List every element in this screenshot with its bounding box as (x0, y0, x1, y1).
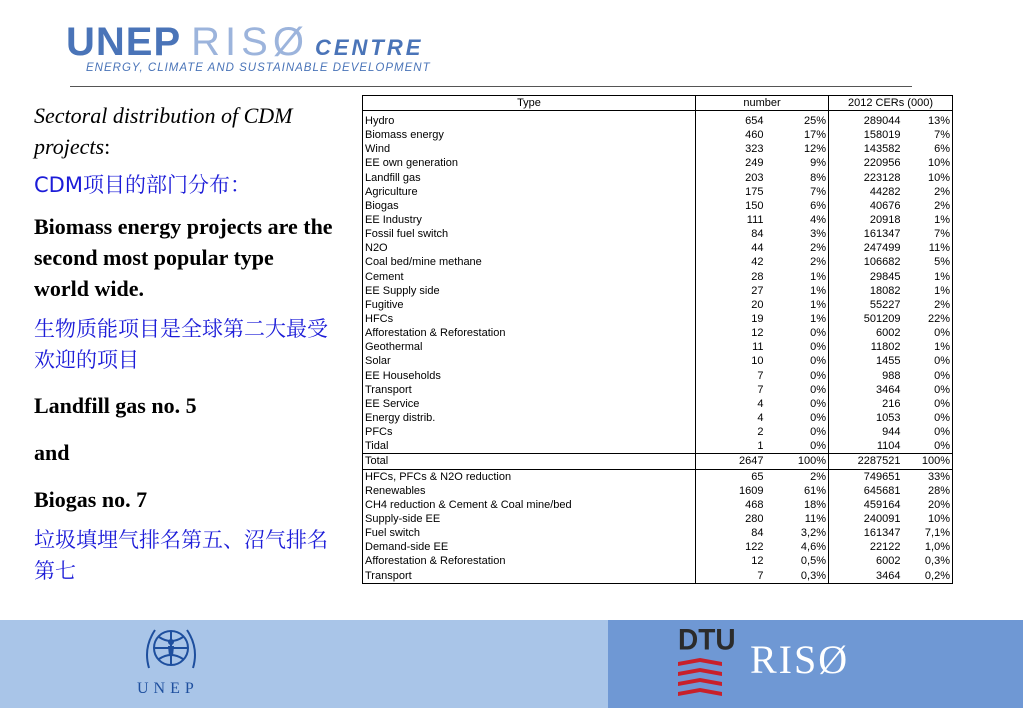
row-type: Fuel switch (363, 526, 696, 540)
row-number-pct: 25% (766, 111, 829, 129)
row-type: Wind (363, 142, 696, 156)
row-cers: 223128 (829, 171, 903, 185)
table-row (363, 554, 953, 568)
footer-unep-band (0, 620, 608, 708)
row-cers: 247499 (829, 241, 903, 255)
row-number: 19 (696, 312, 766, 326)
row-cers-pct: 1% (903, 284, 953, 298)
header-divider (70, 86, 912, 87)
row-number: 4 (696, 411, 766, 425)
row-cers: 29845 (829, 270, 903, 284)
row-type: Biogas (363, 199, 696, 213)
row-number: 249 (696, 156, 766, 170)
row-number: 1 (696, 439, 766, 454)
row-type: EE own generation (363, 156, 696, 170)
table-row (363, 425, 953, 439)
total-number: 2647 (696, 454, 766, 469)
table-row (363, 270, 953, 284)
logo-centre: CENTRE (314, 35, 424, 60)
row-number-pct: 1% (766, 284, 829, 298)
row-cers-pct: 0% (903, 425, 953, 439)
row-cers: 20918 (829, 213, 903, 227)
landfill-statement: Landfill gas no. 5 (34, 393, 197, 418)
table-row (363, 569, 953, 584)
row-cers: 11802 (829, 340, 903, 354)
table-row (363, 312, 953, 326)
header-cers: 2012 CERs (000) (829, 96, 953, 111)
row-cers: 18082 (829, 284, 903, 298)
table-row (363, 284, 953, 298)
table-row (363, 512, 953, 526)
table-row (363, 526, 953, 540)
row-type: Transport (363, 569, 696, 584)
unep-riso-centre-logo (66, 20, 486, 80)
row-number-pct: 0% (766, 383, 829, 397)
row-cers-pct: 1% (903, 213, 953, 227)
row-number-pct: 0% (766, 326, 829, 340)
row-cers-pct: 11% (903, 241, 953, 255)
row-type: EE Supply side (363, 284, 696, 298)
total-number-pct: 100% (766, 454, 829, 469)
row-cers: 1104 (829, 439, 903, 454)
row-number: 44 (696, 241, 766, 255)
row-type: Fossil fuel switch (363, 227, 696, 241)
table-row (363, 540, 953, 554)
row-type: EE Service (363, 397, 696, 411)
table-row (363, 469, 953, 484)
row-cers: 289044 (829, 111, 903, 129)
table-row (363, 111, 953, 129)
row-cers: 749651 (829, 469, 903, 484)
header-number: number (696, 96, 829, 111)
row-cers: 106682 (829, 255, 903, 269)
biomass-statement-chinese: 生物质能项目是全球第二大最受欢迎的项目 (34, 317, 328, 372)
table-row (363, 484, 953, 498)
logo-tagline: ENERGY, CLIMATE AND SUSTAINABLE DEVELOPMENT (86, 62, 431, 74)
row-number: 84 (696, 227, 766, 241)
and-text: and (34, 440, 70, 465)
row-number-pct: 0,3% (766, 569, 829, 584)
row-type: Afforestation & Reforestation (363, 326, 696, 340)
row-cers: 6002 (829, 326, 903, 340)
row-number-pct: 0% (766, 425, 829, 439)
row-type: CH4 reduction & Cement & Coal mine/bed (363, 498, 696, 512)
row-number-pct: 0% (766, 369, 829, 383)
sector-rows (363, 111, 953, 454)
table-row (363, 171, 953, 185)
row-type: Transport (363, 383, 696, 397)
row-cers: 240091 (829, 512, 903, 526)
row-number-pct: 0% (766, 397, 829, 411)
table-row (363, 255, 953, 269)
total-row-group (363, 454, 953, 469)
row-number: 11 (696, 340, 766, 354)
row-number-pct: 0% (766, 439, 829, 454)
row-cers-pct: 0% (903, 369, 953, 383)
table-row (363, 411, 953, 425)
row-number: 7 (696, 369, 766, 383)
row-number: 111 (696, 213, 766, 227)
table-row (363, 156, 953, 170)
table-row (363, 498, 953, 512)
row-cers-pct: 2% (903, 298, 953, 312)
total-row (363, 454, 953, 469)
row-number: 27 (696, 284, 766, 298)
row-type: Landfill gas (363, 171, 696, 185)
row-number-pct: 3,2% (766, 526, 829, 540)
table-row (363, 354, 953, 368)
row-cers-pct: 0% (903, 326, 953, 340)
row-type: Energy distrib. (363, 411, 696, 425)
row-cers-pct: 0,2% (903, 569, 953, 584)
biomass-statement: Biomass energy projects are the second most popular type world wide. (34, 214, 333, 301)
row-number: 7 (696, 569, 766, 584)
row-type: PFCs (363, 425, 696, 439)
row-type: Cement (363, 270, 696, 284)
table-row (363, 142, 953, 156)
row-cers-pct: 10% (903, 156, 953, 170)
row-number-pct: 3% (766, 227, 829, 241)
logo-riso: RISØ (191, 20, 309, 64)
row-cers: 3464 (829, 383, 903, 397)
row-number-pct: 12% (766, 142, 829, 156)
row-number-pct: 61% (766, 484, 829, 498)
left-text-column (34, 100, 334, 587)
row-number-pct: 8% (766, 171, 829, 185)
row-type: Renewables (363, 484, 696, 498)
row-number-pct: 4% (766, 213, 829, 227)
row-cers: 1053 (829, 411, 903, 425)
row-number-pct: 17% (766, 128, 829, 142)
row-cers: 44282 (829, 185, 903, 199)
slide-title (34, 100, 334, 162)
row-number: 654 (696, 111, 766, 129)
row-cers-pct: 0% (903, 411, 953, 425)
row-number-pct: 1% (766, 270, 829, 284)
row-number-pct: 0% (766, 411, 829, 425)
row-number: 4 (696, 397, 766, 411)
slide-title-text: Sectoral distribution of CDM projects (34, 103, 293, 159)
row-type: Solar (363, 354, 696, 368)
row-cers-pct: 10% (903, 512, 953, 526)
row-number: 20 (696, 298, 766, 312)
row-cers: 988 (829, 369, 903, 383)
row-type: Tidal (363, 439, 696, 454)
row-type: Geothermal (363, 340, 696, 354)
logo-unep: UNEP (66, 20, 182, 64)
slide-title-chinese: CDM项目的部门分布： (34, 173, 251, 197)
row-number: 203 (696, 171, 766, 185)
header-type: Type (363, 96, 696, 111)
row-cers-pct: 7% (903, 227, 953, 241)
row-type: Hydro (363, 111, 696, 129)
group-rows (363, 469, 953, 583)
table-row (363, 340, 953, 354)
row-cers-pct: 2% (903, 199, 953, 213)
table-row (363, 383, 953, 397)
row-cers-pct: 10% (903, 171, 953, 185)
row-cers-pct: 20% (903, 498, 953, 512)
table-row (363, 128, 953, 142)
row-cers-pct: 28% (903, 484, 953, 498)
row-number: 2 (696, 425, 766, 439)
row-number: 122 (696, 540, 766, 554)
row-cers-pct: 33% (903, 469, 953, 484)
row-cers-pct: 0% (903, 354, 953, 368)
row-number-pct: 2% (766, 241, 829, 255)
row-type: Coal bed/mine methane (363, 255, 696, 269)
row-type: EE Industry (363, 213, 696, 227)
row-cers-pct: 13% (903, 111, 953, 129)
row-type: Fugitive (363, 298, 696, 312)
row-number-pct: 11% (766, 512, 829, 526)
row-cers: 3464 (829, 569, 903, 584)
table-row (363, 227, 953, 241)
row-number-pct: 0,5% (766, 554, 829, 568)
row-number: 65 (696, 469, 766, 484)
row-cers: 40676 (829, 199, 903, 213)
table-row (363, 369, 953, 383)
row-cers-pct: 6% (903, 142, 953, 156)
row-number: 468 (696, 498, 766, 512)
row-number-pct: 7% (766, 185, 829, 199)
table-row (363, 439, 953, 454)
row-number: 42 (696, 255, 766, 269)
row-cers-pct: 0% (903, 439, 953, 454)
row-cers: 6002 (829, 554, 903, 568)
row-number-pct: 0% (766, 340, 829, 354)
row-cers-pct: 0,3% (903, 554, 953, 568)
row-number: 460 (696, 128, 766, 142)
row-type: HFCs (363, 312, 696, 326)
row-type: Agriculture (363, 185, 696, 199)
row-number: 84 (696, 526, 766, 540)
landfill-biogas-chinese: 垃圾填埋气排名第五、沼气排名第七 (34, 528, 328, 583)
row-number-pct: 6% (766, 199, 829, 213)
row-cers-pct: 7% (903, 128, 953, 142)
row-number-pct: 0% (766, 354, 829, 368)
row-number-pct: 4,6% (766, 540, 829, 554)
row-cers: 55227 (829, 298, 903, 312)
row-cers-pct: 1% (903, 270, 953, 284)
row-cers-pct: 1% (903, 340, 953, 354)
row-type: Demand-side EE (363, 540, 696, 554)
row-cers-pct: 5% (903, 255, 953, 269)
table-row (363, 326, 953, 340)
row-number-pct: 1% (766, 312, 829, 326)
table-row (363, 199, 953, 213)
row-type: Afforestation & Reforestation (363, 554, 696, 568)
row-number: 12 (696, 554, 766, 568)
row-cers: 216 (829, 397, 903, 411)
row-number: 323 (696, 142, 766, 156)
row-cers-pct: 0% (903, 397, 953, 411)
row-number: 150 (696, 199, 766, 213)
row-cers: 459164 (829, 498, 903, 512)
row-type: HFCs, PFCs & N2O reduction (363, 469, 696, 484)
row-cers: 501209 (829, 312, 903, 326)
row-type: EE Households (363, 369, 696, 383)
logo-title-line (66, 20, 423, 62)
row-number: 28 (696, 270, 766, 284)
table-row (363, 185, 953, 199)
row-number: 175 (696, 185, 766, 199)
row-cers: 143582 (829, 142, 903, 156)
row-cers: 944 (829, 425, 903, 439)
row-cers-pct: 22% (903, 312, 953, 326)
row-type: N2O (363, 241, 696, 255)
dtu-wave-icon (676, 658, 724, 696)
row-cers-pct: 7,1% (903, 526, 953, 540)
table-row (363, 397, 953, 411)
row-number-pct: 9% (766, 156, 829, 170)
total-cers: 2287521 (829, 454, 903, 469)
row-number-pct: 2% (766, 469, 829, 484)
unep-footer-label: UNEP (137, 680, 199, 697)
unep-emblem-icon (139, 622, 203, 678)
total-cers-pct: 100% (903, 454, 953, 469)
row-cers-pct: 2% (903, 185, 953, 199)
row-cers: 220956 (829, 156, 903, 170)
dtu-label: DTU (678, 623, 736, 656)
row-number: 7 (696, 383, 766, 397)
row-cers: 645681 (829, 484, 903, 498)
table-row (363, 241, 953, 255)
row-number: 1609 (696, 484, 766, 498)
row-cers: 161347 (829, 227, 903, 241)
row-cers: 22122 (829, 540, 903, 554)
row-type: Biomass energy (363, 128, 696, 142)
total-label: Total (363, 454, 696, 469)
riso-footer-label: RISØ (750, 637, 850, 682)
row-number-pct: 2% (766, 255, 829, 269)
table-header-row (363, 96, 953, 111)
row-number: 280 (696, 512, 766, 526)
row-type: Supply-side EE (363, 512, 696, 526)
table-row (363, 213, 953, 227)
row-cers: 158019 (829, 128, 903, 142)
row-cers-pct: 1,0% (903, 540, 953, 554)
row-number: 10 (696, 354, 766, 368)
row-cers: 1455 (829, 354, 903, 368)
row-cers: 161347 (829, 526, 903, 540)
cdm-sector-table (362, 95, 953, 584)
row-cers-pct: 0% (903, 383, 953, 397)
row-number-pct: 1% (766, 298, 829, 312)
row-number-pct: 18% (766, 498, 829, 512)
slide-title-colon: : (104, 134, 111, 159)
biogas-statement: Biogas no. 7 (34, 487, 148, 512)
row-number: 12 (696, 326, 766, 340)
table-row (363, 298, 953, 312)
